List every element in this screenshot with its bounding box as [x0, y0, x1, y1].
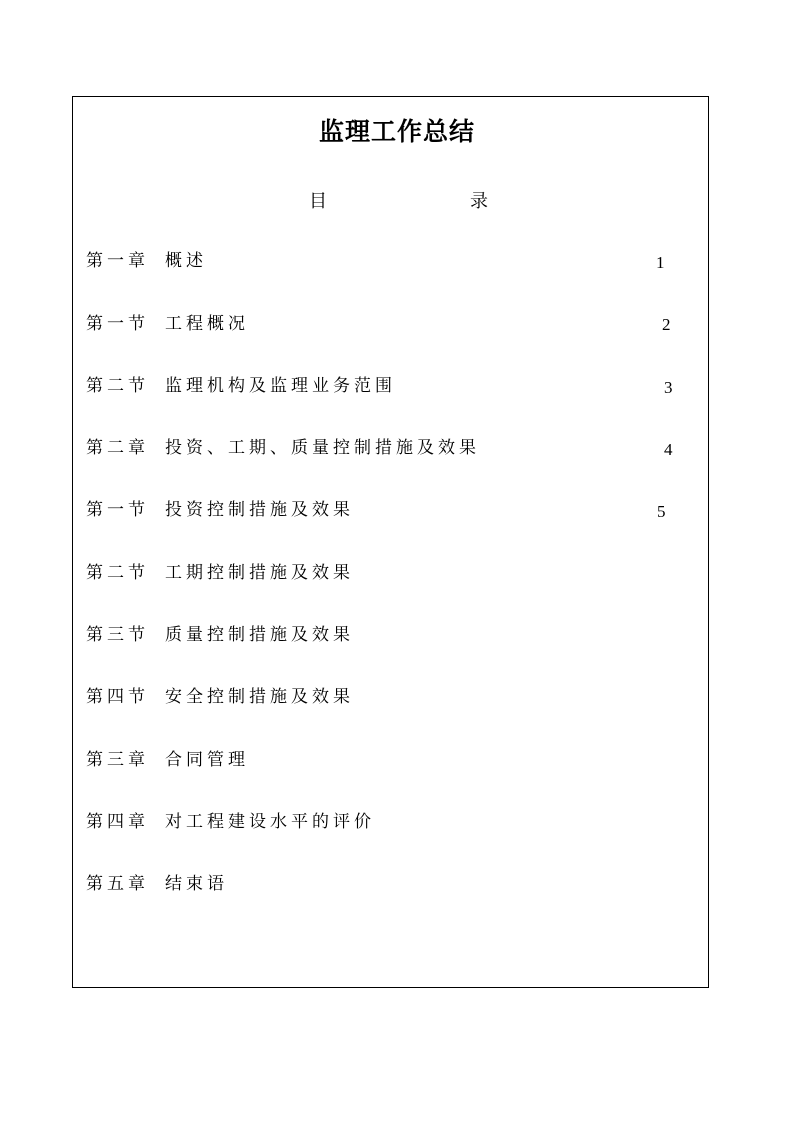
- toc-entry-4: [86, 436, 480, 460]
- toc-entry-1: [86, 249, 207, 273]
- toc-entry-10: [86, 810, 375, 834]
- toc-entry-3: [86, 374, 396, 398]
- toc-entry-6: [86, 561, 354, 585]
- toc-entry-prefix: 第一节: [86, 500, 149, 520]
- toc-entry-prefix: 第三章: [86, 750, 149, 770]
- toc-entry-page: 5: [657, 502, 666, 521]
- toc-entry-page: 2: [662, 315, 671, 334]
- toc-entry-prefix: 第四章: [86, 812, 149, 832]
- toc-entry-prefix: 第五章: [86, 874, 149, 894]
- document-frame: [72, 96, 709, 988]
- toc-entry-text: 投资控制措施及效果: [165, 500, 354, 520]
- toc-entry-9: [86, 748, 249, 772]
- toc-entry-text: 合同管理: [165, 750, 249, 770]
- toc-entry-prefix: 第四节: [86, 687, 149, 707]
- toc-entry-text: 工程概况: [165, 314, 249, 334]
- toc-entry-prefix: 第三节: [86, 625, 149, 645]
- toc-entry-5: [86, 498, 354, 522]
- toc-entry-text: 监理机构及监理业务范围: [165, 376, 396, 396]
- toc-entry-page: 3: [664, 378, 673, 397]
- toc-entry-prefix: 第一章: [86, 251, 149, 271]
- toc-entry-8: [86, 685, 354, 709]
- toc-entry-text: 安全控制措施及效果: [165, 687, 354, 707]
- toc-entry-7: [86, 623, 354, 647]
- toc-entry-text: 概述: [165, 251, 207, 271]
- toc-entry-2: [86, 312, 249, 336]
- toc-heading-right: 录: [470, 191, 488, 212]
- toc-entry-text: 工期控制措施及效果: [165, 563, 354, 583]
- toc-entry-text: 质量控制措施及效果: [165, 625, 354, 645]
- toc-entry-prefix: 第一节: [86, 314, 149, 334]
- toc-entry-text: 对工程建设水平的评价: [165, 812, 375, 832]
- toc-entry-11: [86, 872, 228, 896]
- toc-entry-page: 4: [664, 440, 673, 459]
- page-title: 监理工作总结: [318, 117, 475, 146]
- toc-entry-prefix: 第二章: [86, 438, 149, 458]
- toc-entry-text: 结束语: [165, 874, 228, 894]
- toc-heading-left: 目: [309, 191, 327, 212]
- toc-entry-text: 投资、工期、质量控制措施及效果: [165, 438, 480, 458]
- toc-entry-prefix: 第二节: [86, 376, 149, 396]
- toc-entry-prefix: 第二节: [86, 563, 149, 583]
- toc-entry-page: 1: [656, 253, 665, 272]
